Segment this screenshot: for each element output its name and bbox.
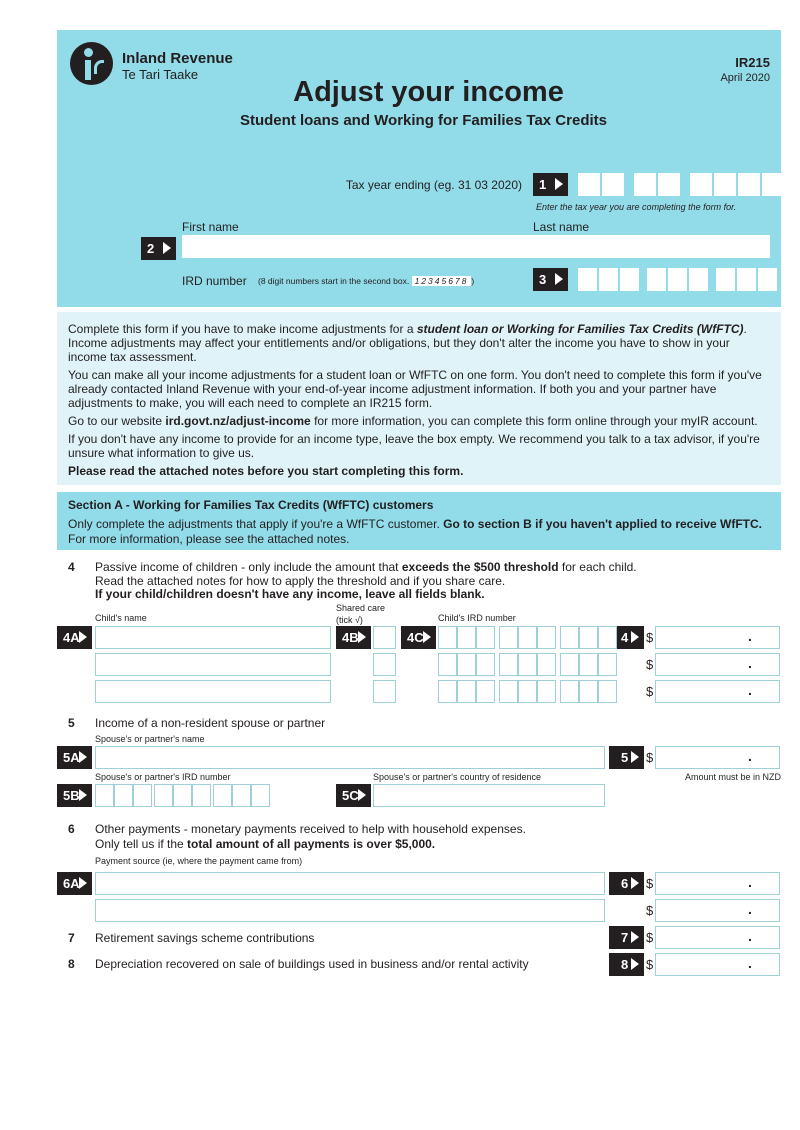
spouse-country-label: Spouse's or partner's country of residence: [373, 772, 542, 782]
field-label-4: 4: [609, 626, 644, 649]
q5-title: Income of a non-resident spouse or partner: [95, 716, 326, 730]
field-label-6a: 6A: [57, 872, 92, 895]
intro-p1-post: . Income adjustments may affect your entitlements and/or obligations, but they don't alter the income you have to show in your income tax assessment.: [68, 322, 747, 364]
page-subtitle: Student loans and Working for Families Tax Credits: [239, 112, 607, 129]
ird-digit-box[interactable]: [716, 268, 735, 291]
other-payments-amount-input[interactable]: [655, 872, 780, 895]
page-title: Adjust your income: [293, 76, 564, 108]
child-ird-digit-box[interactable]: [499, 653, 518, 676]
field-label-4c: 4C: [401, 626, 436, 649]
org-maori-name: Te Tari Taake: [122, 67, 199, 82]
ird-digit-box[interactable]: [620, 268, 639, 291]
retirement-contributions-amount-input[interactable]: [655, 926, 780, 949]
q6-number: 6: [68, 822, 75, 836]
ird-digit-box[interactable]: [647, 268, 666, 291]
child-ird-digit-box[interactable]: [560, 653, 579, 676]
child-ird-digit-box[interactable]: [518, 680, 537, 703]
child-ird-digit-box[interactable]: [598, 626, 617, 649]
child-income-amount-input[interactable]: [655, 680, 780, 703]
child-ird-digit-box[interactable]: [598, 680, 617, 703]
child-income-amount-input[interactable]: [655, 626, 780, 649]
payment-source-input[interactable]: [95, 899, 605, 922]
shared-care-checkbox[interactable]: [373, 626, 396, 649]
currency-symbol: $: [646, 876, 654, 891]
tax-year-note: Enter the tax year you are completing the form for.: [536, 202, 737, 212]
child-ird-digit-box[interactable]: [438, 626, 457, 649]
child-ird-digit-box[interactable]: [598, 653, 617, 676]
field-label-3: 3: [533, 268, 568, 291]
q4-line1: [95, 560, 637, 574]
ird-example: 12345678: [412, 276, 472, 286]
child-ird-digit-box[interactable]: [476, 680, 495, 703]
tax-year-digit-box[interactable]: [714, 173, 736, 196]
tax-year-digit-box[interactable]: [602, 173, 624, 196]
field-label-5: 5: [609, 746, 644, 769]
q6-l2-pre: Only tell us if the: [95, 837, 188, 851]
intro-p1-pre: Complete this form if you have to make income adjustments for a: [68, 322, 417, 336]
q8-number: 8: [68, 957, 75, 971]
child-name-input[interactable]: [95, 680, 331, 703]
field-label-4b: 4B: [336, 626, 371, 649]
spouse-ird-label: Spouse's or partner's IRD number: [95, 772, 231, 782]
shared-care-checkbox[interactable]: [373, 653, 396, 676]
field-label-1: 1: [533, 173, 568, 196]
intro-p3: [68, 414, 770, 428]
child-ird-digit-box[interactable]: [518, 626, 537, 649]
ird-hint-text: (8 digit numbers start in the second box.: [258, 276, 410, 286]
ird-digit-box[interactable]: [599, 268, 618, 291]
tax-year-digit-box[interactable]: [634, 173, 656, 196]
q4-l1-bold: exceeds the $500 threshold: [401, 560, 559, 574]
section-a-line1-pre: Only complete the adjustments that apply if you're a WfFTC customer.: [68, 517, 444, 531]
spouse-ird-digit-box[interactable]: [133, 784, 152, 807]
org-name: Inland Revenue: [122, 50, 233, 67]
q4-number: 4: [68, 560, 75, 574]
section-a-title: Section A - Working for Families Tax Credits (WfFTC) customers: [68, 498, 434, 512]
field-label-5b: 5B: [57, 784, 92, 807]
currency-symbol: $: [646, 630, 654, 645]
field-label-5c: 5C: [336, 784, 371, 807]
q7-number: 7: [68, 931, 75, 945]
shared-care-label: Shared care: [336, 603, 386, 613]
spouse-ird-digit-box[interactable]: [251, 784, 270, 807]
field-label-7: 7: [609, 926, 644, 949]
child-ird-digit-box[interactable]: [438, 680, 457, 703]
section-a-line1-bold: Go to section B if you haven't applied to receive WfFTC.: [443, 517, 763, 531]
child-ird-digit-box[interactable]: [579, 653, 598, 676]
intro-p4: If you don't have any income to provide for an income type, leave the box empty. We recommend you talk to a tax advisor, if you're unsure what information to give us.: [68, 432, 760, 460]
tax-year-digit-box[interactable]: [690, 173, 712, 196]
decimal-point: .: [748, 901, 752, 917]
child-ird-digit-box[interactable]: [476, 653, 495, 676]
field-label-4a: 4A: [57, 626, 92, 649]
spouse-ird-digit-box[interactable]: [114, 784, 133, 807]
section-a-line2: For more information, please see the attached notes.: [68, 532, 350, 546]
website-link[interactable]: ird.govt.nz/adjust-income: [165, 414, 311, 428]
q5-number: 5: [68, 716, 75, 730]
section-a-line1: [68, 517, 770, 532]
child-income-amount-input[interactable]: [655, 653, 780, 676]
currency-symbol: $: [646, 657, 654, 672]
child-ird-digit-box[interactable]: [579, 626, 598, 649]
intro-p3-post: for more information, you can complete this form online through your myIR account.: [310, 414, 758, 428]
last-name-label: Last name: [533, 220, 590, 234]
decimal-point: .: [748, 748, 752, 764]
child-ird-digit-box[interactable]: [457, 626, 476, 649]
decimal-point: .: [748, 955, 752, 971]
child-ird-digit-box[interactable]: [560, 680, 579, 703]
spouse-name-input[interactable]: [95, 746, 605, 769]
intro-box: [57, 312, 781, 485]
currency-symbol: $: [646, 903, 654, 918]
child-ird-digit-box[interactable]: [438, 653, 457, 676]
child-name-label: Child's name: [95, 613, 147, 623]
q8-title: Depreciation recovered on sale of buildings used in business and/or rental activity: [95, 957, 529, 971]
intro-p3-pre: Go to our website: [68, 414, 166, 428]
child-ird-digit-box[interactable]: [457, 653, 476, 676]
child-ird-digit-box[interactable]: [499, 626, 518, 649]
ird-number-label: IRD number: [182, 274, 247, 288]
spouse-ird-digit-box[interactable]: [154, 784, 173, 807]
child-ird-digit-box[interactable]: [499, 680, 518, 703]
form-date: April 2020: [720, 72, 770, 84]
ird-digit-box[interactable]: [668, 268, 687, 291]
spouse-name-label: Spouse's or partner's name: [95, 734, 205, 744]
intro-p1-bold: student loan or Working for Families Tax Credits (WfFTC): [416, 322, 744, 336]
currency-symbol: $: [646, 684, 654, 699]
ird-hint-close: ): [471, 276, 475, 286]
q4-line2: Read the attached notes for how to apply the threshold and if you share care.: [95, 574, 506, 588]
q7-title: Retirement savings scheme contributions: [95, 931, 315, 945]
field-label-2: 2: [141, 237, 176, 260]
tick-label: (tick √): [336, 615, 363, 625]
q5-amount-input[interactable]: [655, 746, 780, 769]
field-label-5a: 5A: [57, 746, 92, 769]
currency-symbol: $: [646, 750, 654, 765]
spouse-ird-digit-box[interactable]: [192, 784, 211, 807]
q4-l1-post: for each child.: [558, 560, 637, 574]
name-input[interactable]: [182, 235, 770, 258]
child-ird-digit-box[interactable]: [537, 653, 556, 676]
nzd-note: Amount must be in NZD: [684, 772, 781, 782]
field-label-6: 6: [609, 872, 644, 895]
child-name-input[interactable]: [95, 626, 331, 649]
ird-digit-box[interactable]: [689, 268, 708, 291]
intro-p1: [68, 322, 770, 364]
child-ird-digit-box[interactable]: [457, 680, 476, 703]
tax-year-digit-box[interactable]: [658, 173, 680, 196]
ird-digit-box[interactable]: [758, 268, 777, 291]
intro-p2: You can make all your income adjustments for a student loan or WfFTC on one form. You don't need to complete this form if you've already contacted Inland Revenue with your end-of-year income adjustment information. If both you and your partner have adjustments to make, you will each need to complete an IR215 form.: [68, 368, 762, 410]
section-a-header: [57, 492, 781, 550]
ird-digit-box[interactable]: [737, 268, 756, 291]
child-ird-digit-box[interactable]: [579, 680, 598, 703]
shared-care-checkbox[interactable]: [373, 680, 396, 703]
tax-year-digit-box[interactable]: [578, 173, 600, 196]
child-ird-label: Child's IRD number: [438, 613, 516, 623]
other-payments-amount-input[interactable]: [655, 899, 780, 922]
ird-hint: [258, 276, 474, 286]
form-code: IR215: [735, 55, 770, 70]
field-label-8: 8: [609, 953, 644, 976]
child-ird-digit-box[interactable]: [518, 653, 537, 676]
decimal-point: .: [748, 874, 752, 890]
payment-source-input[interactable]: [95, 872, 605, 895]
depreciation-recovered-amount-input[interactable]: [655, 953, 780, 976]
tax-year-digit-box[interactable]: [762, 173, 784, 196]
payment-source-label: Payment source (ie, where the payment came from): [95, 856, 303, 866]
child-ird-digit-box[interactable]: [537, 626, 556, 649]
child-ird-digit-box[interactable]: [560, 626, 579, 649]
q6-line2: [95, 837, 435, 851]
decimal-point: .: [748, 928, 752, 944]
spouse-ird-digit-box[interactable]: [213, 784, 232, 807]
decimal-point: .: [748, 655, 752, 671]
spouse-ird-digit-box[interactable]: [173, 784, 192, 807]
tax-year-digit-box[interactable]: [738, 173, 760, 196]
ird-digit-box[interactable]: [578, 268, 597, 291]
child-name-input[interactable]: [95, 653, 331, 676]
q4-line3: If your child/children doesn't have any income, leave all fields blank.: [95, 587, 485, 601]
intro-p5: Please read the attached notes before you start completing this form.: [68, 464, 464, 478]
first-name-label: First name: [182, 220, 239, 234]
decimal-point: .: [748, 682, 752, 698]
spouse-ird-digit-box[interactable]: [232, 784, 251, 807]
q6-line1: Other payments - monetary payments received to help with household expenses.: [95, 822, 526, 836]
currency-symbol: $: [646, 930, 654, 945]
q4-l1-pre: Passive income of children - only include the amount that: [95, 560, 402, 574]
tax-year-label: Tax year ending (eg. 31 03 2020): [345, 178, 522, 192]
spouse-ird-digit-box[interactable]: [95, 784, 114, 807]
currency-symbol: $: [646, 957, 654, 972]
q6-l2-bold: total amount of all payments is over $5,000.: [187, 837, 436, 851]
decimal-point: .: [748, 628, 752, 644]
child-ird-digit-box[interactable]: [537, 680, 556, 703]
child-ird-digit-box[interactable]: [476, 626, 495, 649]
spouse-country-input[interactable]: [373, 784, 605, 807]
